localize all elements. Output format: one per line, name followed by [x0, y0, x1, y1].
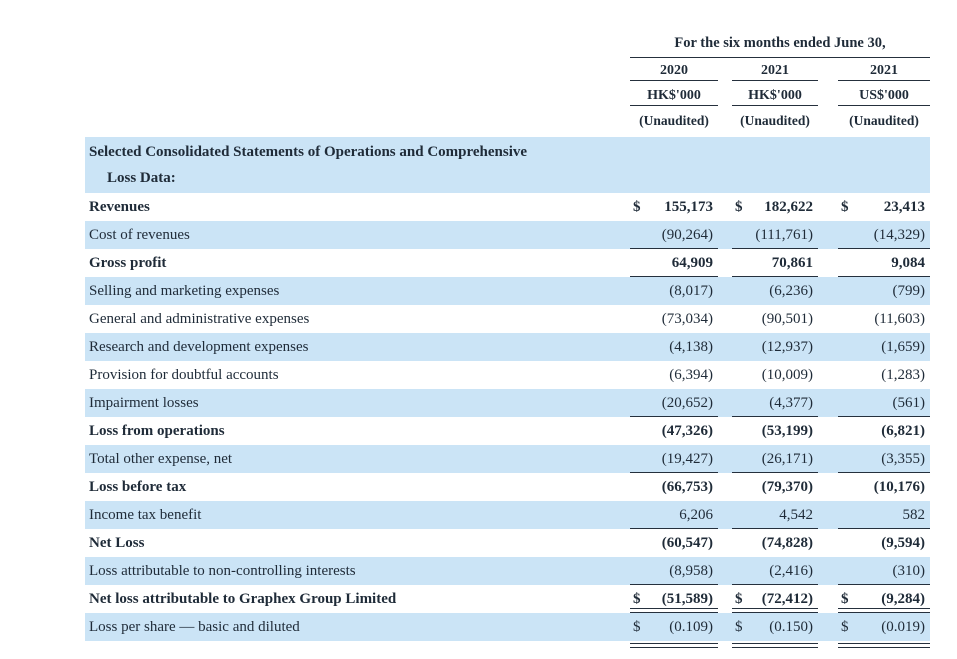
value-cell: (66,753)	[661, 479, 713, 495]
row-total-other-expense-net	[85, 445, 930, 473]
row-label: Research and development expenses	[89, 339, 309, 355]
value-cell: (73,034)	[661, 311, 713, 327]
row-net-loss-graphex-group	[85, 585, 930, 613]
row-loss-from-operations	[85, 417, 930, 445]
value-cell: $ (51,589)	[630, 585, 718, 613]
dollar-sign: $	[735, 199, 743, 215]
value-cell: (60,547)	[661, 535, 713, 551]
row-cost-of-revenues	[85, 221, 930, 249]
row-label: Loss before tax	[89, 479, 187, 495]
audit-label-2: (Unaudited)	[740, 113, 810, 128]
row-label: Revenues	[89, 199, 150, 215]
value-cell: (1,659)	[881, 339, 925, 355]
row-label: General and administrative expenses	[89, 311, 310, 327]
dollar-sign: $	[633, 619, 641, 635]
value-cell: (12,937)	[761, 339, 813, 355]
value-cell: $ (0.019)	[838, 613, 930, 641]
value-cell: (79,370)	[761, 479, 813, 495]
row-label: Selling and marketing expenses	[89, 283, 280, 299]
audit-header-row	[85, 108, 930, 133]
value-cell: 6,206	[630, 501, 718, 529]
unit-header-hkd-2020: HK$'000	[630, 83, 718, 108]
row-label: Gross profit	[89, 255, 167, 271]
value-cell: (74,828)	[761, 535, 813, 551]
row-selling-marketing-expenses	[85, 277, 930, 305]
dollar-sign: $	[841, 619, 849, 635]
row-impairment-losses	[85, 389, 930, 417]
row-net-loss	[85, 529, 930, 557]
row-provision-doubtful-accounts	[85, 361, 930, 389]
section-title-line1: Selected Consolidated Statements of Operations and Comprehensive	[89, 144, 528, 160]
value-cell: (19,427)	[630, 445, 718, 473]
value-cell: 582	[838, 501, 930, 529]
year-header-row	[85, 58, 930, 83]
row-revenues	[85, 193, 930, 221]
value-cell: (8,017)	[669, 283, 713, 299]
value-cell: 70,861	[732, 249, 818, 277]
value-cell: (47,326)	[661, 423, 713, 439]
year-header-2021-hkd: 2021	[732, 58, 818, 83]
row-label: Cost of revenues	[89, 227, 190, 243]
value-cell: (1,283)	[881, 367, 925, 383]
row-income-tax-benefit	[85, 501, 930, 529]
dollar-sign: $	[735, 591, 743, 607]
value-cell: (111,761)	[732, 221, 818, 249]
dollar-sign: $	[841, 591, 849, 607]
value-cell: (799)	[892, 283, 925, 299]
row-loss-before-tax	[85, 473, 930, 501]
audit-label-1: (Unaudited)	[639, 113, 709, 128]
dollar-sign: $	[841, 199, 849, 215]
year-header-2020: 2020	[630, 58, 718, 83]
value-cell: (561)	[838, 389, 930, 417]
value-cell: 64,909	[630, 249, 718, 277]
value-cell: (90,264)	[630, 221, 718, 249]
value-cell: (3,355)	[838, 445, 930, 473]
value-cell: (6,394)	[669, 367, 713, 383]
year-header-2021-usd: 2021	[838, 58, 930, 83]
row-research-development-expenses	[85, 333, 930, 361]
value-cell: $ 155,173	[630, 193, 718, 221]
operations-statement-table	[85, 32, 930, 641]
value-cell: $ 23,413	[838, 193, 930, 221]
row-label: Loss per share — basic and diluted	[89, 619, 300, 635]
value-cell: $ (9,284)	[838, 585, 930, 613]
row-label: Total other expense, net	[89, 451, 233, 467]
period-header: For the six months ended June 30,	[630, 32, 930, 58]
row-label: Provision for doubtful accounts	[89, 367, 279, 383]
value-cell: (20,652)	[630, 389, 718, 417]
value-cell: (8,958)	[630, 557, 718, 585]
audit-label-3: (Unaudited)	[849, 113, 919, 128]
currency-header-row	[85, 83, 930, 108]
row-label: Loss attributable to non-controlling interests	[89, 563, 356, 579]
row-general-admin-expenses	[85, 305, 930, 333]
row-gross-profit	[85, 249, 930, 277]
row-label: Net loss attributable to Graphex Group Limited	[89, 591, 397, 607]
value-cell: (90,501)	[761, 311, 813, 327]
value-cell: $ (0.150)	[732, 613, 818, 641]
row-label: Income tax benefit	[89, 507, 202, 523]
value-cell: 9,084	[838, 249, 930, 277]
value-cell: $ (0.109)	[630, 613, 718, 641]
dollar-sign: $	[735, 619, 743, 635]
value-cell: (14,329)	[838, 221, 930, 249]
unit-header-hkd-2021: HK$'000	[732, 83, 818, 108]
row-label: Loss from operations	[89, 423, 225, 439]
value-cell: (10,176)	[873, 479, 925, 495]
value-cell: (310)	[838, 557, 930, 585]
dollar-sign: $	[633, 591, 641, 607]
value-cell: $ (72,412)	[732, 585, 818, 613]
value-cell: (6,821)	[881, 423, 925, 439]
value-cell: (4,138)	[669, 339, 713, 355]
value-cell: (11,603)	[874, 311, 925, 327]
value-cell: (2,416)	[732, 557, 818, 585]
value-cell: (26,171)	[732, 445, 818, 473]
value-cell: $ 182,622	[732, 193, 818, 221]
row-loss-per-share	[85, 613, 930, 641]
unit-header-usd-2021: US$'000	[838, 83, 930, 108]
value-cell: 4,542	[732, 501, 818, 529]
value-cell: (53,199)	[761, 423, 813, 439]
value-cell: (6,236)	[769, 283, 813, 299]
value-cell: (10,009)	[761, 367, 813, 383]
row-label: Net Loss	[89, 535, 145, 551]
section-title-row	[85, 137, 930, 193]
row-label: Impairment losses	[89, 395, 199, 411]
value-cell: (9,594)	[881, 535, 925, 551]
row-loss-noncontrolling-interests	[85, 557, 930, 585]
section-title-line2: Loss Data:	[107, 170, 176, 186]
dollar-sign: $	[633, 199, 641, 215]
value-cell: (4,377)	[732, 389, 818, 417]
